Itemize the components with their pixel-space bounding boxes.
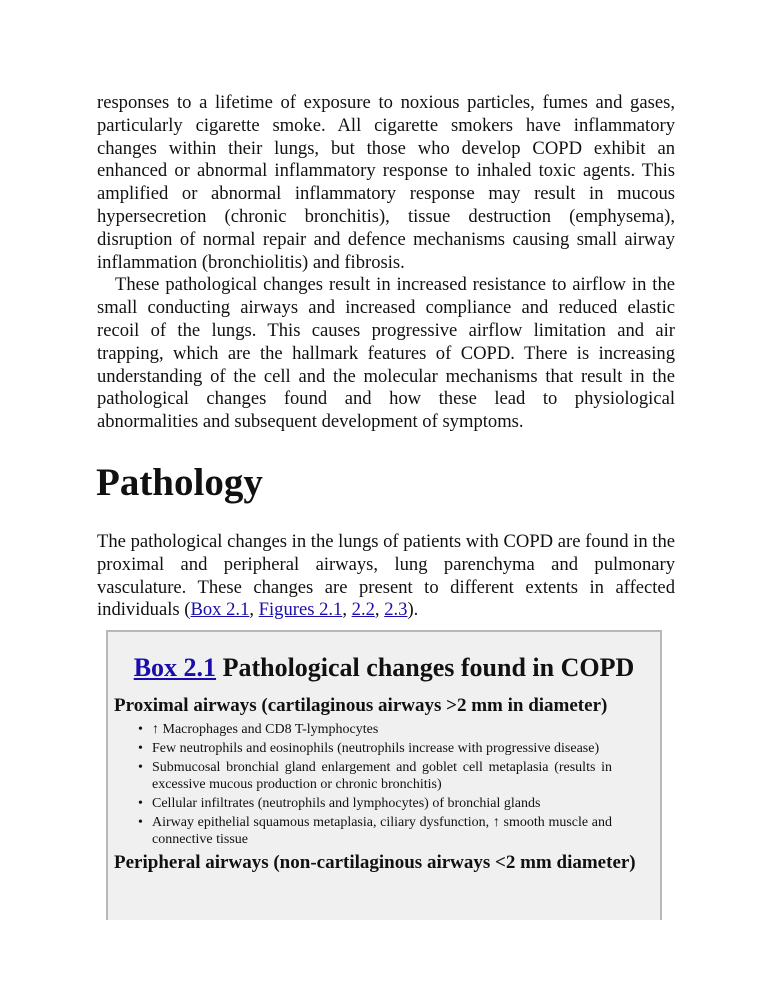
list-item-text: Few neutrophils and eosinophils (neutrophils increase with progressive disease) xyxy=(152,741,600,756)
box-bullet-list xyxy=(108,721,660,848)
paragraph-3-end: ). xyxy=(407,599,419,621)
box-title-link[interactable]: Box 2.1 xyxy=(133,653,217,682)
paragraph-2: These pathological changes result in increased resistance to airflow in the small conducting airways and increased compliance and reduced elastic recoil of the lungs. This causes progressive airflow limitation and air trapping, which are the hallmark features of COPD. There is increasing understanding of the cell and the molecular mechanisms that result in the pathological changes found and how these lead to physiological abnormalities and subsequent development of symptoms. xyxy=(97,274,675,433)
list-item xyxy=(138,740,612,757)
figure-2-1-link[interactable]: Figures 2.1 xyxy=(258,599,343,621)
separator: , xyxy=(374,599,385,621)
paragraph-3-text: The pathological changes in the lungs of patients with COPD are found in the proximal and peripheral airways, lung parenchyma and pulmonary vasculature. These changes are present to different extents in affected individuals ( xyxy=(97,531,675,621)
bullet-icon: • xyxy=(138,796,143,811)
bullet-icon: • xyxy=(138,815,143,830)
box-title xyxy=(108,652,660,684)
list-item xyxy=(138,721,612,738)
box-title-text: Pathological changes found in COPD xyxy=(216,653,635,682)
list-item-text: Cellular infiltrates (neutrophils and lymphocytes) of bronchial glands xyxy=(152,796,541,811)
separator: , xyxy=(342,599,352,621)
paragraph-1: responses to a lifetime of exposure to noxious particles, fumes and gases, particularly cigarette smoke. All cigarette smokers have inflammatory changes within their lungs, but those who develop COPD exhibit an enhanced or abnormal inflammatory response to inhaled toxic agents. This amplified or abnormal inflammatory response may result in mucous hypersecretion (chronic bronchitis), tissue destruction (emphysema), disruption of normal repair and defence mechanisms causing small airway inflammation (bronchiolitis) and fibrosis. xyxy=(97,92,675,273)
list-item-text: ↑ Macrophages and CD8 T-lymphocytes xyxy=(152,722,379,737)
intro-text xyxy=(97,92,675,434)
section-heading: Pathology xyxy=(96,461,263,504)
list-item xyxy=(138,795,612,812)
list-item-text: Airway epithelial squamous metaplasia, ciliary dysfunction, ↑ smooth muscle and connective tissue xyxy=(152,815,612,847)
list-item-text: Submucosal bronchial gland enlargement and goblet cell metaplasia (results in excessive mucous production or chronic bronchitis) xyxy=(152,760,612,792)
pathology-intro xyxy=(97,531,675,622)
list-item xyxy=(138,814,612,848)
bullet-icon: • xyxy=(138,722,143,737)
figure-2-3-link[interactable]: 2.3 xyxy=(384,599,408,621)
box-section-heading: Peripheral airways (non-cartilaginous airways <2 mm diameter) xyxy=(114,852,636,873)
figure-2-2-link[interactable]: 2.2 xyxy=(351,599,375,621)
pathology-box xyxy=(106,630,662,920)
list-item xyxy=(138,759,612,793)
box-section-heading: Proximal airways (cartilaginous airways >2 mm in diameter) xyxy=(114,695,608,716)
paragraph-3 xyxy=(97,531,675,622)
bullet-icon: • xyxy=(138,741,143,756)
box-2-1-link[interactable]: Box 2.1 xyxy=(190,599,250,621)
separator: , xyxy=(249,599,259,621)
bullet-icon: • xyxy=(138,760,143,775)
